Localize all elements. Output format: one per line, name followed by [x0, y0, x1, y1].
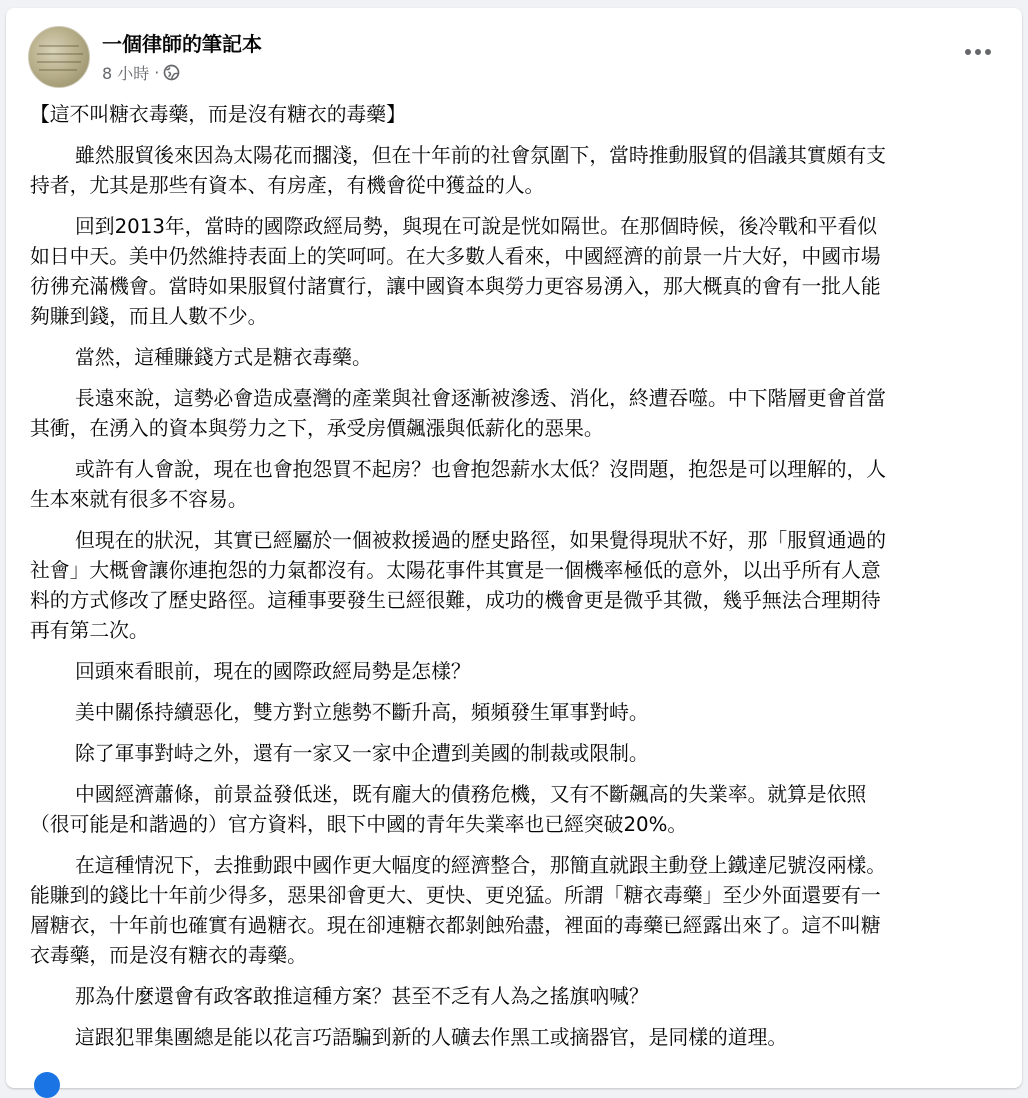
paragraph-line: 美中關係持續惡化，雙方對立態勢不斷升高，頻頻發生軍事對峙。: [75, 701, 649, 724]
post-paragraph: [30, 851, 1002, 971]
post-body: [30, 100, 1002, 1064]
post-timestamp[interactable]: 8 小時: [102, 64, 150, 83]
post-paragraph: [30, 1023, 1002, 1053]
post-paragraph: [30, 455, 1002, 515]
post-paragraph: [30, 698, 1002, 728]
paragraph-line: 其衝，在湧入的資本與勞力之下，承受房價飆漲與低薪化的惡果。: [30, 417, 604, 440]
page-name-link[interactable]: 一個律師的筆記本: [102, 32, 262, 56]
paragraph-line: 持者，尤其是那些有資本、有房產，有機會從中獲益的人。: [30, 174, 545, 197]
paragraph-line: 但現在的狀況，其實已經屬於一個被救援過的歷史路徑，如果覺得現狀不好，那「服貿通過的: [75, 529, 887, 552]
post-headline: 【這不叫糖衣毒藥，而是沒有糖衣的毒藥】: [30, 103, 406, 126]
post-paragraph: [30, 780, 1002, 840]
paragraph-line: 衣毒藥，而是沒有糖衣的毒藥。: [30, 944, 307, 967]
reaction-icon: [34, 1072, 60, 1098]
paragraph-line: 再有第二次。: [30, 619, 149, 642]
post-paragraph: [30, 141, 1002, 201]
paragraph-line: 生本來就有很多不容易。: [30, 488, 248, 511]
post-paragraph: [30, 526, 1002, 646]
paragraph-line: （很可能是和諧過的）官方資料，眼下中國的青年失業率也已經突破20%。: [30, 813, 688, 836]
paragraph-line: 當然，這種賺錢方式是糖衣毒藥。: [75, 346, 372, 369]
globe-icon[interactable]: [163, 64, 180, 81]
meta-separator: ·: [154, 63, 160, 82]
paragraph-line: 那為什麼還會有政客敢推這種方案？甚至不乏有人為之搖旗吶喊？: [75, 985, 649, 1008]
paragraph-line: 雖然服貿後來因為太陽花而擱淺，但在十年前的社會氛圍下，當時推動服貿的倡議其實頗有支: [75, 144, 887, 167]
post-card: [6, 8, 1022, 1088]
post-header: [6, 8, 1022, 98]
paragraph-line: 夠賺到錢，而且人數不少。: [30, 305, 268, 328]
post-paragraph: [30, 212, 1002, 332]
paragraph-line: 如日中天。美中仍然維持表面上的笑呵呵。在大多數人看來，中國經濟的前景一片大好，中國市場: [30, 245, 881, 268]
page-avatar[interactable]: [28, 26, 90, 88]
paragraph-line: 彷彿充滿機會。當時如果服貿付諸實行，讓中國資本與勞力更容易湧入，那大概真的會有一批人能: [30, 275, 881, 298]
paragraph-line: 社會」大概會讓你連抱怨的力氣都沒有。太陽花事件其實是一個機率極低的意外，以出乎所有人意: [30, 559, 881, 582]
paragraph-line: 或許有人會說，現在也會抱怨買不起房？也會抱怨薪水太低？沒問題，抱怨是可以理解的，人: [75, 458, 887, 481]
post-paragraph: [30, 657, 1002, 687]
paragraph-line: 回頭來看眼前，現在的國際政經局勢是怎樣？: [75, 660, 471, 683]
paragraph-line: 這跟犯罪集團總是能以花言巧語騙到新的人礦去作黑工或摘器官，是同樣的道理。: [75, 1026, 788, 1049]
paragraph-line: 在這種情況下，去推動跟中國作更大幅度的經濟整合，那簡直就跟主動登上鐵達尼號沒兩樣。: [75, 854, 887, 877]
post-paragraph: [30, 739, 1002, 769]
post-paragraph: [30, 384, 1002, 444]
post-meta: [102, 61, 180, 84]
paragraph-line: 除了軍事對峙之外，還有一家又一家中企遭到美國的制裁或限制。: [75, 742, 649, 765]
paragraph-line: 中國經濟蕭條，前景益發低迷，既有龐大的債務危機，又有不斷飆高的失業率。就算是依照: [75, 783, 867, 806]
more-options-icon[interactable]: [960, 38, 996, 66]
paragraph-line: 回到2013年，當時的國際政經局勢，與現在可說是恍如隔世。在那個時候，後冷戰和平看似: [75, 215, 878, 238]
paragraph-line: 能賺到的錢比十年前少得多，惡果卻會更大、更快、更兇猛。所謂「糖衣毒藥」至少外面還要有一: [30, 884, 881, 907]
paragraph-line: 料的方式修改了歷史路徑。這種事要發生已經很難，成功的機會更是微乎其微，幾乎無法合理期待: [30, 589, 881, 612]
post-paragraph: [30, 982, 1002, 1012]
post-paragraph: [30, 343, 1002, 373]
paragraph-line: 層糖衣，十年前也確實有過糖衣。現在卻連糖衣都剝蝕殆盡，裡面的毒藥已經露出來了。這不叫糖: [30, 914, 881, 937]
paragraph-line: 長遠來說，這勢必會造成臺灣的產業與社會逐漸被滲透、消化，終遭吞噬。中下階層更會首當: [75, 387, 887, 410]
